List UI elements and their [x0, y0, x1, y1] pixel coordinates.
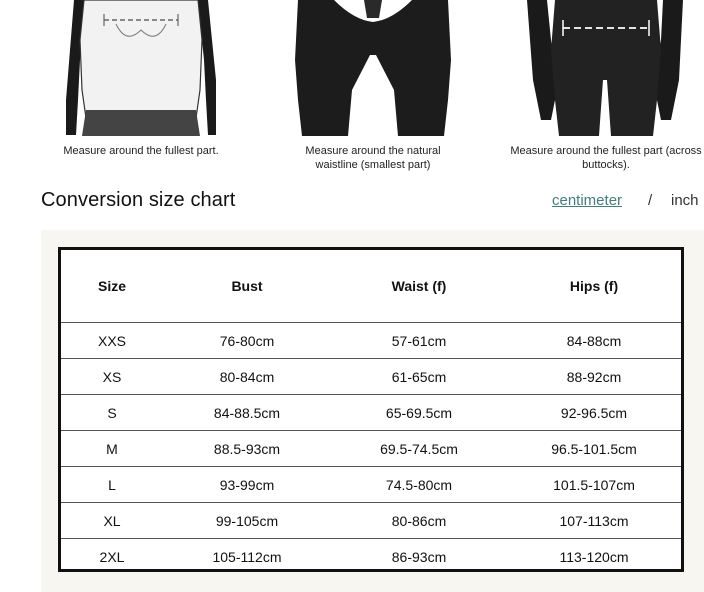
cell-waist: 74.5-80cm — [331, 467, 507, 503]
cell-hips: 107-113cm — [507, 503, 681, 539]
cell-hips: 84-88cm — [507, 323, 681, 359]
cell-waist: 61-65cm — [331, 359, 507, 395]
hips-measure-figure — [527, 0, 685, 138]
unit-centimeter-link[interactable]: centimeter — [552, 192, 623, 209]
section-title: Conversion size chart — [41, 189, 236, 211]
cell-hips: 92-96.5cm — [507, 395, 681, 431]
hips-caption: Measure around the fullest part (across buttocks). — [510, 145, 702, 171]
waist-measure-figure — [294, 0, 452, 138]
header-hips: Hips (f) — [507, 250, 681, 323]
cell-size: S — [61, 395, 163, 431]
cell-waist: 57-61cm — [331, 323, 507, 359]
bust-caption: Measure around the fullest part. — [63, 145, 219, 157]
table-header-row — [61, 250, 681, 323]
size-table-container — [58, 247, 684, 572]
size-chart-panel — [41, 230, 704, 592]
cell-size: XXS — [61, 323, 163, 359]
header-bust: Bust — [163, 250, 331, 323]
cell-size: 2XL — [99, 548, 125, 565]
unit-inch-link[interactable]: inch — [671, 192, 699, 209]
cell-waist: 86-93cm — [391, 548, 447, 565]
cell-hips: 113-120cm — [559, 548, 629, 565]
header-size: Size — [61, 250, 163, 323]
table-row — [61, 359, 681, 395]
size-table — [61, 250, 681, 574]
cell-bust: 93-99cm — [163, 467, 331, 503]
table-row — [61, 539, 681, 575]
table-row — [61, 431, 681, 467]
table-row — [61, 503, 681, 539]
cell-bust: 88.5-93cm — [163, 431, 331, 467]
bust-measure-figure — [66, 0, 216, 138]
cell-waist: 65-69.5cm — [331, 395, 507, 431]
cell-size: XL — [61, 503, 163, 539]
cell-hips: 96.5-101.5cm — [507, 431, 681, 467]
cell-bust: 105-112cm — [212, 548, 282, 565]
table-row — [61, 467, 681, 503]
waist-caption: Measure around the natural waistline (smallest part) — [305, 145, 441, 171]
cell-bust: 80-84cm — [163, 359, 331, 395]
cell-hips: 88-92cm — [507, 359, 681, 395]
cell-size: XS — [61, 359, 163, 395]
cell-bust: 99-105cm — [163, 503, 331, 539]
measurement-figures — [0, 0, 704, 178]
unit-separator: / — [648, 192, 653, 209]
cell-waist: 80-86cm — [331, 503, 507, 539]
cell-waist: 69.5-74.5cm — [331, 431, 507, 467]
cell-size: M — [61, 431, 163, 467]
cell-bust: 84-88.5cm — [163, 395, 331, 431]
cell-size: L — [61, 467, 163, 503]
unit-switcher — [504, 192, 704, 214]
table-row — [61, 395, 681, 431]
cell-hips: 101.5-107cm — [507, 467, 681, 503]
header-waist: Waist (f) — [331, 250, 507, 323]
cell-bust: 76-80cm — [163, 323, 331, 359]
table-row — [61, 323, 681, 359]
